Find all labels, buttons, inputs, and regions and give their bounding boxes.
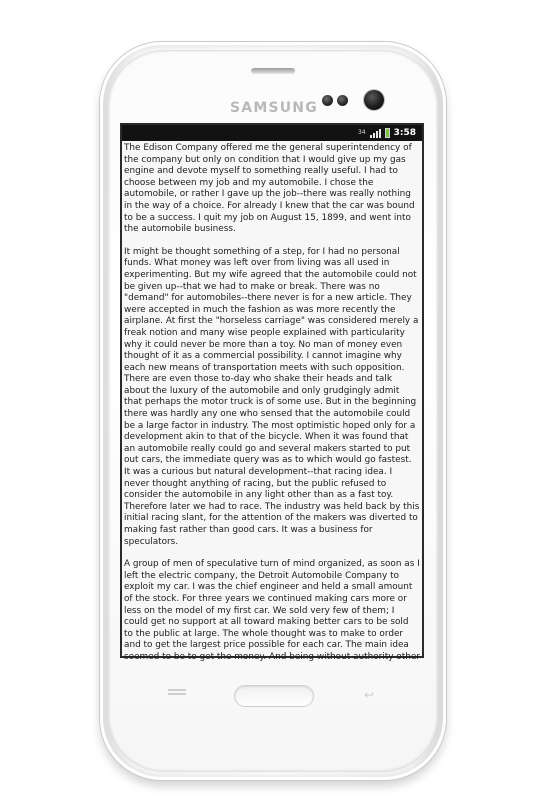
reader-paragraph: It might be thought something of a step, for I had no personal funds. What money was left over from living was all used in experimenting. But my wife agreed that the automobile could not be given up--that we had to make or break. There was no "demand" for automobiles--there never is for a new article. They were accepted in much the fashion as was more recently the airplane. At first the "horseless carriage" was considered merely a freak notion and many wise people explained with particularity why it could never be more than a toy. No man of money even thought of it as a commercial possibility. I cannot imagine why each new means of transportation meets with such opposition. There are even those to-day who shake their heads and talk about the luxury of the automobile and only grudgingly admit that perhaps the motor truck is of some use. But in the beginning there was hardly any one who sensed that the automobile could be a large factor in industry. The most optimistic hoped only for a development akin to that of the bicycle. When it was found that an automobile really could go and several makers started to put out cars, the immediate query was as to which would go fastest. It was a curious but natural development--that racing idea. I never thought anything of racing, but the public refused to consider the automobile in any light other than as a fast toy. Therefore later we had to race. The industry was held back by this initial racing slant, for the attention of the makers was diverted to making fast rather than good cars. It was a business for speculators.	[124, 246, 420, 547]
reader-paragraph: The Edison Company offered me the general superintendency of the company but only on condition that I would give up my gas engine and devote myself to something really useful. I had to choose between my job and my automobile. I chose the automobile, or rather I gave up the job--there was really nothing in the way of a choice. For already I knew that the car was bound to be a success. I quit my job on August 15, 1899, and went into the automobile business.	[124, 143, 415, 235]
menu-line	[168, 693, 186, 695]
earpiece-speaker	[251, 68, 295, 74]
reader-paragraph: A group of men of speculative turn of mind organized, as soon as I left the electric company, the Detroit Automobile Company to exploit my car. I was the chief engineer and held a small amount of the stock. For three years we continued making cars more or less on the model of my first car. We sold very few of them; I could get no support at all toward making better cars to be sold to the public at large. The whole thought was to make to order and to get the largest price possible for each car. The main idea seemed to be to get the money. And being without authority other	[124, 559, 420, 662]
proximity-sensor	[322, 95, 333, 106]
status-time: 3:58	[393, 128, 416, 138]
menu-line	[168, 689, 186, 691]
signal-bars-icon	[370, 129, 381, 138]
phone-screen	[122, 125, 422, 662]
home-button[interactable]	[235, 686, 313, 706]
back-arrow-icon[interactable]: ↩	[363, 688, 375, 702]
reader-text-body[interactable]	[122, 141, 422, 664]
front-camera	[364, 90, 384, 110]
battery-icon	[385, 128, 390, 138]
network-type-label: 34	[357, 129, 366, 136]
menu-lines-icon[interactable]	[168, 689, 186, 699]
brand-logo: SAMSUNG	[230, 100, 318, 116]
status-bar	[122, 125, 422, 141]
light-sensor	[337, 95, 348, 106]
